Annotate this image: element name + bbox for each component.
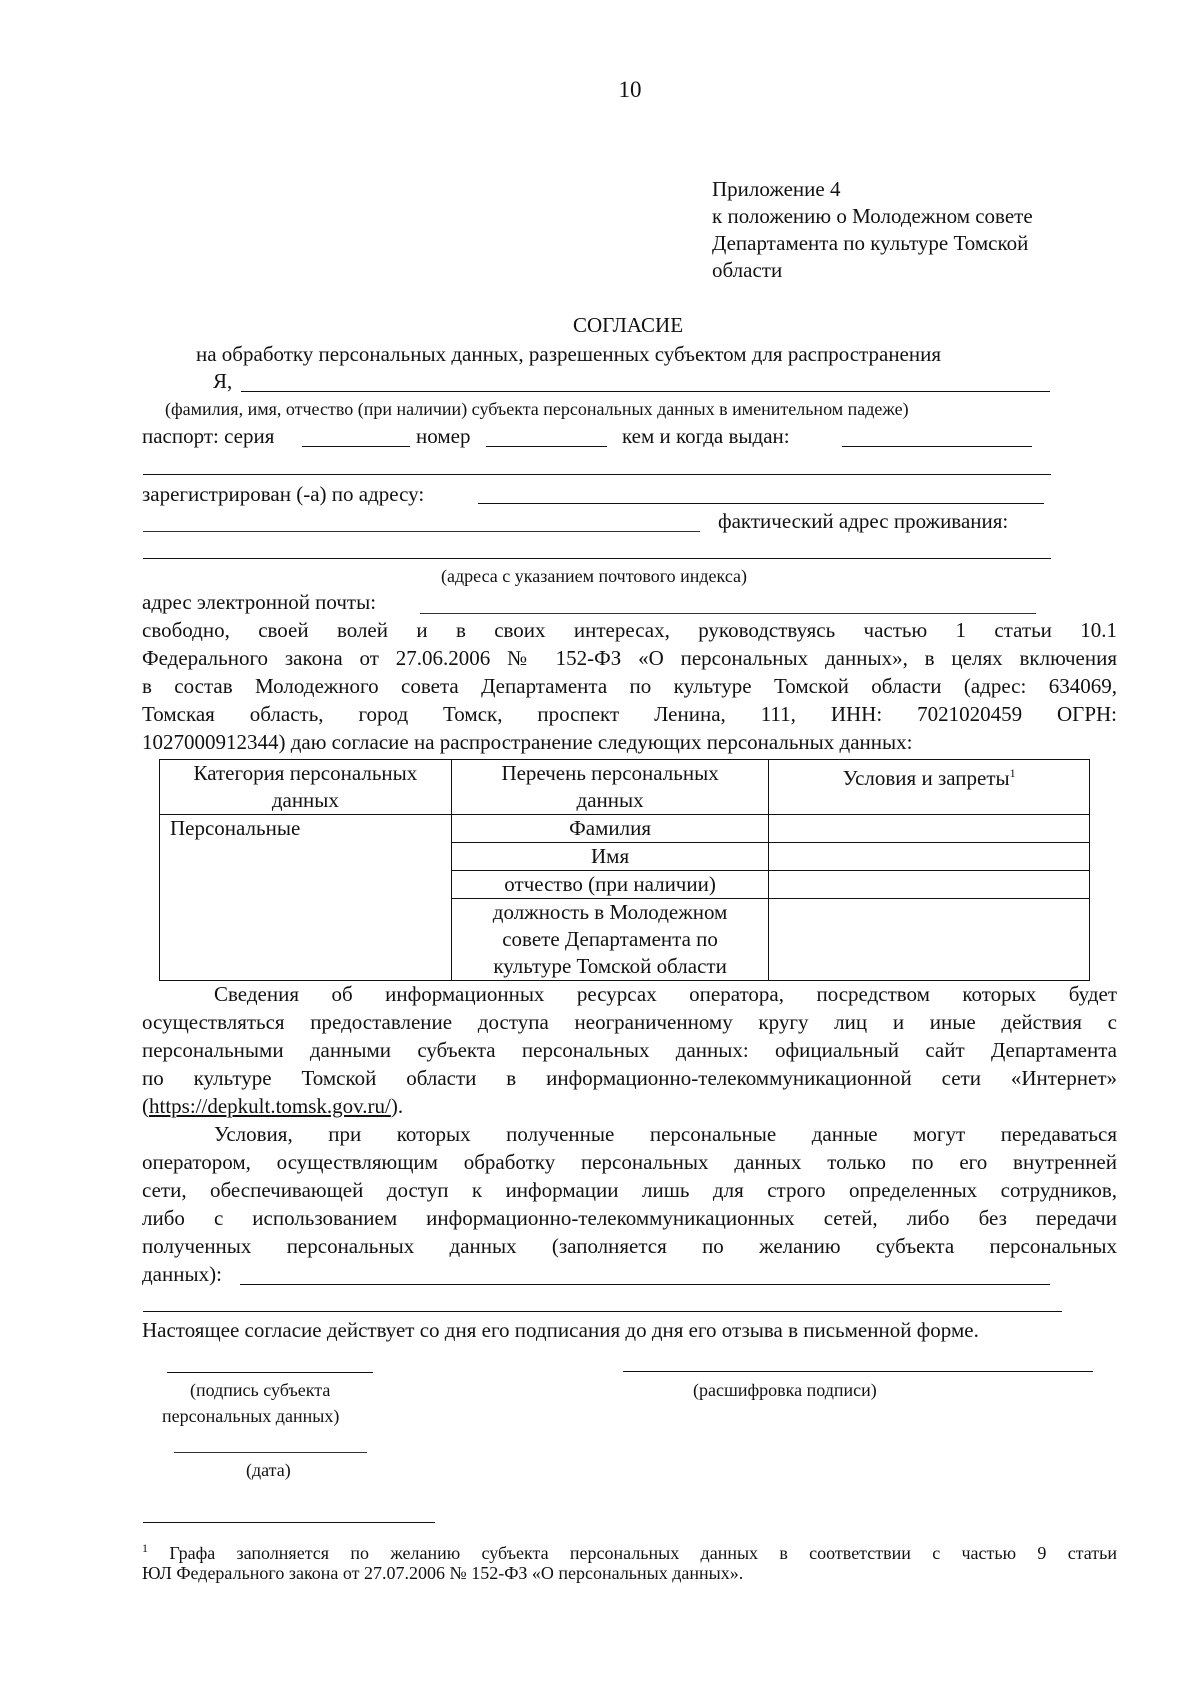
address-hint: (адреса с указанием почтового индекса) [441, 566, 748, 586]
info-line-3: персональными данными субъекта персональных данных: официальный сайт Департамента [142, 1038, 1117, 1062]
date-field[interactable] [174, 1452, 367, 1453]
conditions-line-4: либо с использованием информационно-телекоммуникационных сетей, либо без передачи [142, 1206, 1117, 1230]
conditions-last-label: данных): [142, 1262, 222, 1286]
consent-line-3: в состав Молодежного совета Департамента по культуре Томской области (адрес: 634069, [142, 674, 1117, 698]
registered-address-field-continued[interactable] [143, 531, 700, 532]
item-name: Имя [451, 843, 769, 871]
header-category [160, 760, 452, 815]
link-open-paren: ( [142, 1094, 149, 1118]
item-position [451, 899, 769, 981]
registered-address-field[interactable] [478, 503, 1044, 504]
document-title: СОГЛАСИЕ [572, 313, 684, 337]
personal-data-table [159, 759, 1090, 981]
info-link-line [142, 1093, 1126, 1120]
email-field[interactable] [420, 613, 1036, 614]
item-position-line-1: должность в Молодежном [492, 900, 728, 924]
table-row [160, 815, 1090, 843]
fio-field[interactable] [241, 391, 1050, 392]
link-close-paren: ). [390, 1094, 404, 1118]
conditions-position[interactable] [769, 899, 1090, 981]
email-label: адрес электронной почты: [142, 590, 377, 614]
footnote-line-2: ЮЛ Федерального закона от 27.07.2006 № 152-ФЗ «О персональных данных». [142, 1563, 744, 1583]
header-list [451, 760, 769, 815]
registered-address-label: зарегистрирован (-а) по адресу: [142, 482, 425, 506]
header-category-line-2: данных [271, 788, 339, 812]
conditions-field[interactable] [240, 1284, 1050, 1285]
i-label: Я, [213, 369, 233, 393]
appendix-line-1: Приложение 4 [712, 177, 841, 201]
footnote-separator [143, 1522, 435, 1523]
department-site-link[interactable]: https://depkult.tomsk.gov.ru/ [149, 1094, 391, 1118]
footnote-text-1: Графа заполняется по желанию субъекта персональных данных в соответствии с частью 9 статьи [169, 1543, 1117, 1563]
validity-text: Настоящее согласие действует со дня его подписания до дня его отзыва в письменной форме. [142, 1318, 979, 1342]
passport-series-label: паспорт: серия [142, 424, 275, 448]
info-line-1: Сведения об информационных ресурсах оператора, посредством которых будет [214, 982, 1117, 1006]
header-list-line-1: Перечень персональных [501, 761, 719, 785]
signature-field[interactable] [167, 1372, 373, 1373]
conditions-surname[interactable] [769, 815, 1090, 843]
item-position-line-3: культуре Томской области [493, 954, 727, 978]
actual-address-label: фактический адрес проживания: [718, 509, 1009, 533]
header-category-line-1: Категория персональных [193, 761, 418, 785]
appendix-line-4: области [712, 258, 783, 282]
item-surname: Фамилия [451, 815, 769, 843]
header-conditions [769, 760, 1090, 815]
passport-number-label: номер [416, 424, 471, 448]
issued-by-field[interactable] [842, 446, 1032, 447]
header-list-line-2: данных [576, 788, 644, 812]
footnote-mark: 1 [142, 1541, 148, 1555]
consent-line-5: 1027000912344) даю согласие на распространение следующих персональных данных: [142, 730, 913, 754]
conditions-line-5: полученных персональных данных (заполняется по желанию субъекта персональных [142, 1234, 1117, 1258]
consent-line-1: свободно, своей волей и в своих интересах, руководствуясь частью 1 статьи 10.1 [142, 618, 1117, 642]
appendix-line-3: Департамента по культуре Томской [712, 231, 1029, 255]
info-line-2: осуществляться предоставление доступа неограниченному кругу лиц и иные действия с [142, 1010, 1117, 1034]
appendix-line-2: к положению о Молодежном совете [712, 204, 1033, 228]
consent-line-2: Федерального закона от 27.06.2006 № 152-ФЗ «О персональных данных», в целях включения [142, 646, 1117, 670]
signature-decode-hint: (расшифровка подписи) [693, 1380, 877, 1400]
conditions-name[interactable] [769, 843, 1090, 871]
category-value: Персональные [170, 816, 301, 840]
header-conditions-label: Условия и запреты [842, 766, 1010, 790]
document-subtitle: на обработку персональных данных, разрешенных субъектом для распространения [196, 342, 942, 366]
conditions-line-3: сети, обеспечивающей доступ к информации лишь для строго определенных сотрудников, [142, 1178, 1117, 1202]
conditions-line-2: оператором, осуществляющим обработку персональных данных только по его внутренней [142, 1150, 1117, 1174]
signature-hint-1: (подпись субъекта [190, 1380, 331, 1400]
item-patronymic: отчество (при наличии) [451, 871, 769, 899]
date-hint: (дата) [246, 1460, 291, 1480]
info-line-4: по культуре Томской области в информационно-телекоммуникационной сети «Интернет» [142, 1066, 1117, 1090]
item-position-line-2: совете Департамента по [502, 927, 718, 951]
passport-number-field[interactable] [486, 446, 607, 447]
signature-hint-2: персональных данных) [162, 1406, 340, 1426]
category-cell [160, 815, 452, 981]
signature-decode-field[interactable] [623, 1371, 1093, 1372]
actual-address-field[interactable] [143, 558, 1051, 559]
issued-by-label: кем и когда выдан: [622, 424, 790, 448]
issued-by-field-continued[interactable] [143, 474, 1051, 475]
conditions-field-continued[interactable] [143, 1311, 1062, 1312]
table-header-row [160, 760, 1090, 815]
page-number: 10 [618, 77, 642, 102]
passport-series-field[interactable] [302, 446, 410, 447]
conditions-patronymic[interactable] [769, 871, 1090, 899]
consent-line-4: Томская область, город Томск, проспект Ленина, 111, ИНН: 7021020459 ОГРН: [142, 702, 1117, 726]
conditions-line-1: Условия, при которых полученные персональные данные могут передаваться [214, 1122, 1117, 1146]
fio-hint: (фамилия, имя, отчество (при наличии) субъекта персональных данных в именительном падеже) [165, 399, 909, 419]
footnote-ref: 1 [1009, 766, 1016, 780]
